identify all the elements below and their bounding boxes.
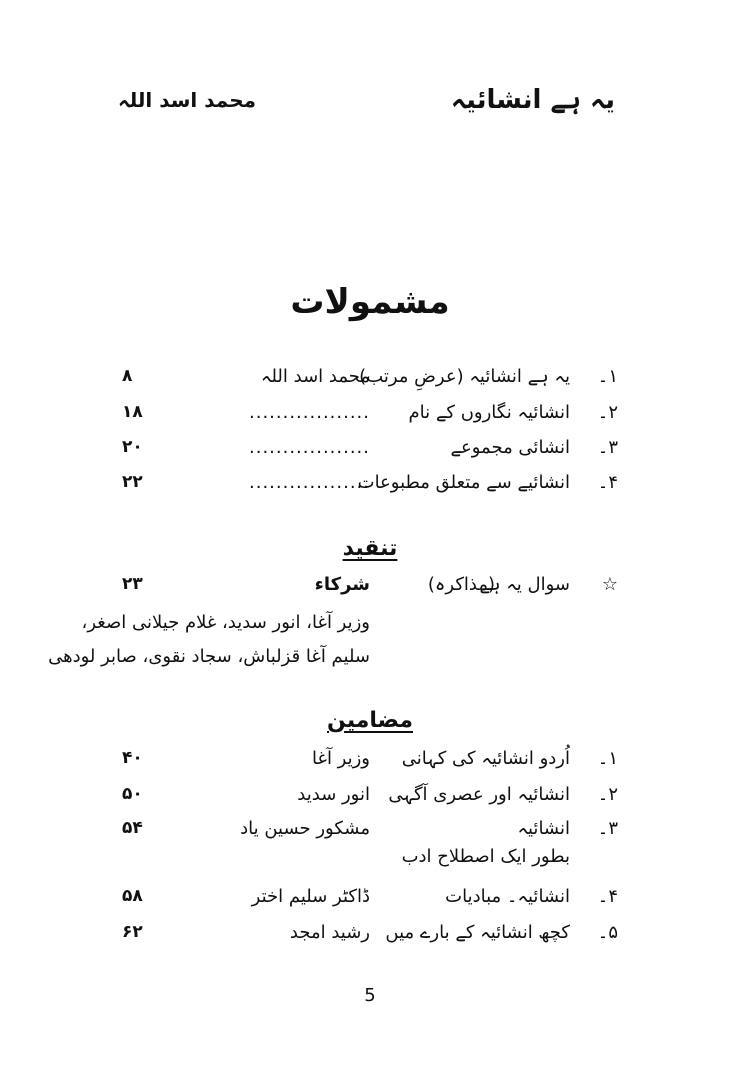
toc-number: ۲۔: [597, 402, 618, 423]
toc-page: ۵۴: [122, 818, 143, 838]
toc-page: ۲۲: [122, 472, 143, 492]
toc-dots: ..................: [249, 402, 370, 423]
toc-page: ۸: [122, 366, 133, 386]
toc-row: [0, 472, 740, 502]
toc-title: یہ ہے انشائیہ (عرضِ مرتب): [359, 366, 570, 387]
toc-number: ۱۔: [597, 366, 618, 387]
toc-page: ۵۸: [122, 886, 143, 906]
toc-row: [0, 437, 740, 467]
toc-title: سوال یہ ہے: [479, 574, 570, 595]
toc-page: ۱۸: [122, 402, 143, 422]
toc-row: [0, 574, 740, 604]
toc-author: مشکور حسین یاد: [240, 818, 370, 839]
toc-author: محمد اسد اللہ: [260, 366, 370, 387]
book-title: یہ ہے انشائیہ: [450, 85, 615, 115]
toc-row: [0, 922, 740, 952]
toc-number: ۳۔: [597, 818, 618, 839]
toc-dots: ..................: [249, 437, 370, 458]
author-name: محمد اسد اللہ: [118, 88, 257, 112]
toc-title: انشائیہ۔ مبادیات: [445, 886, 570, 907]
toc-row: [0, 784, 740, 814]
toc-number: ۲۔: [597, 784, 618, 805]
toc-page: ۵۰: [122, 784, 143, 804]
toc-title: انشائیہ نگاروں کے نام: [408, 402, 570, 423]
toc-title: اُردو انشائیہ کی کہانی: [401, 748, 570, 769]
toc-title: انشائیہ اور عصری آگہی: [388, 784, 570, 805]
toc-author: انور سدید: [297, 784, 370, 805]
contents-title: مشمولات: [290, 282, 450, 322]
toc-author: ڈاکٹر سلیم اختر: [251, 886, 370, 907]
toc-author: رشید امجد: [289, 922, 370, 943]
toc-page: ۴۰: [122, 748, 143, 768]
participants-label: شرکاء: [314, 574, 370, 595]
toc-number: ۳۔: [597, 437, 618, 458]
toc-row: [0, 748, 740, 778]
toc-row: [0, 366, 740, 396]
toc-title-note: (مذاکرہ): [427, 574, 495, 595]
toc-title: انشائیے سے متعلق مطبوعات: [357, 472, 570, 493]
toc-number: ۵۔: [597, 922, 618, 943]
page-number: 5: [364, 985, 376, 1006]
toc-title: انشائی مجموعے: [450, 437, 570, 458]
star-icon: ☆: [601, 574, 618, 595]
toc-number: ۱۔: [597, 748, 618, 769]
section-heading-mazameen: مضامین: [327, 708, 413, 733]
participants-line: سلیم آغا قزلباش، سجاد نقوی، صابر لودھی: [48, 646, 370, 667]
toc-row: [0, 402, 740, 432]
toc-title: کچھ انشائیہ کے بارے میں: [385, 922, 570, 943]
participants-line: وزیر آغا، انور سدید، غلام جیلانی اصغر،: [81, 612, 370, 633]
toc-row: [0, 818, 740, 848]
toc-number: ۴۔: [597, 472, 618, 493]
toc-author: وزیر آغا: [312, 748, 370, 769]
toc-page: ۶۲: [122, 922, 143, 942]
toc-page: ۲۰: [122, 437, 143, 457]
toc-title-continued: بطور ایک اصطلاح ادب: [401, 846, 570, 867]
section-heading-tanqeed: تنقید: [342, 536, 398, 561]
toc-title: انشائیہ: [517, 818, 570, 839]
toc-number: ۴۔: [597, 886, 618, 907]
toc-dots: ..................: [249, 472, 370, 493]
toc-page: ۲۳: [122, 574, 143, 594]
toc-row: [0, 886, 740, 916]
